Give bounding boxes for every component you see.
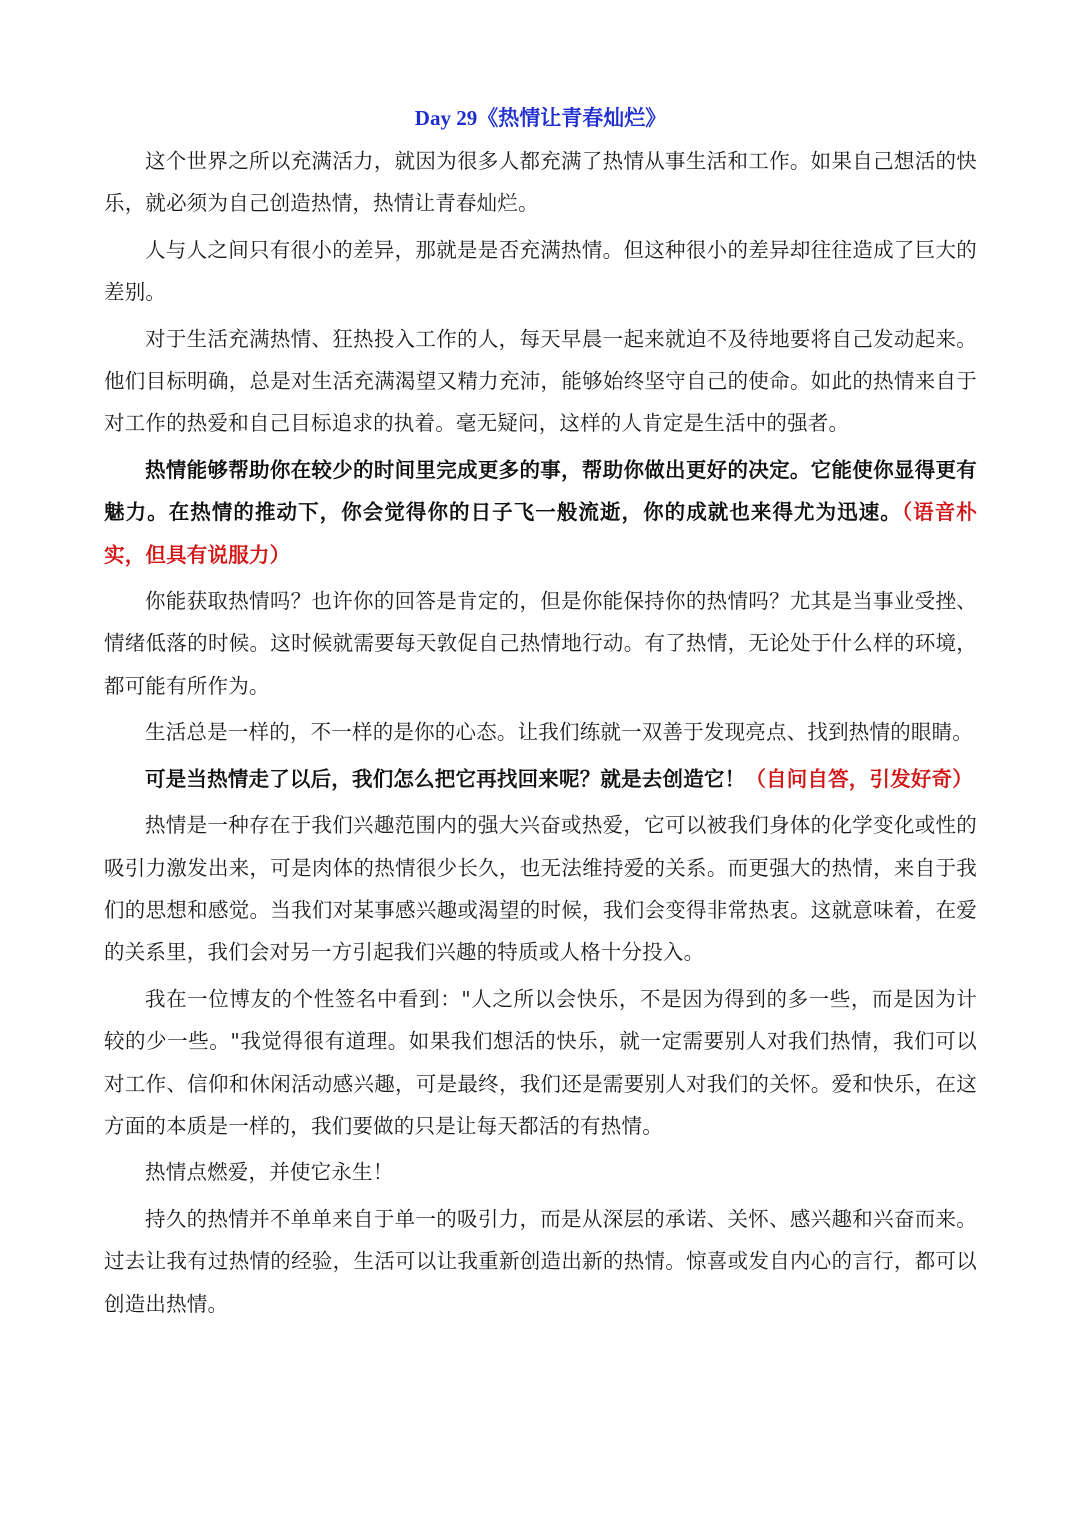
- paragraph-5: [104, 580, 977, 707]
- paragraph-text: 对于生活充满热情、狂热投入工作的人，每天早晨一起来就迫不及待地要将自己发动起来。他们目标明确，总是对生活充满渴望又精力充沛，能够始终坚守自己的使命。如此的热情来自于对工作的热爱和自己目标追求的执着。毫无疑问，这样的人肯定是生活中的强者。: [104, 326, 977, 436]
- paragraph-text: 你能获取热情吗？也许你的回答是肯定的，但是你能保持你的热情吗？尤其是当事业受挫、情绪低落的时候。这时候就需要每天敦促自己热情地行动。有了热情，无论处于什么样的环境，都可能有所作为。: [104, 589, 977, 698]
- paragraph-10: [104, 1151, 977, 1193]
- paragraph-6: [104, 711, 977, 753]
- paragraph-text: 我在一位博友的个性签名中看到："人之所以会快乐，不是因为得到的多一些，而是因为计较的少一些。"我觉得很有道理。如果我们想活的快乐，就一定需要别人对我们热情，我们可以对工作、信仰和休闲活动感兴趣，可是最终，我们还是需要别人对我们的关怀。爱和快乐，在这方面的本质是一样的，我们要做的只是让每天都活的有热情。: [104, 986, 977, 1138]
- document-page: [104, 98, 977, 1329]
- paragraph-1: [104, 140, 977, 225]
- paragraph-text: 热情点燃爱，并使它永生！: [145, 1160, 394, 1185]
- paragraph-text: 持久的热情并不单单来自于单一的吸引力，而是从深层的承诺、关怀、感兴趣和兴奋而来。过去让我有过热情的经验，生活可以让我重新创造出新的热情。惊喜或发自内心的言行，都可以创造出热情。: [104, 1206, 977, 1316]
- paragraph-text: 热情能够帮助你在较少的时间里完成更多的事，帮助你做出更好的决定。它能使你显得更有魅力。在热情的推动下，你会觉得你的日子飞一般流逝，你的成就也来得尤为迅速。: [104, 457, 977, 525]
- paragraph-4-emphasis: [104, 449, 977, 576]
- paragraph-7-emphasis: [104, 758, 977, 800]
- paragraph-text: 生活总是一样的，不一样的是你的心态。让我们练就一双善于发现亮点、找到热情的眼睛。: [145, 720, 973, 745]
- paragraph-text: 人与人之间只有很小的差异，那就是是否充满热情。但这种很小的差异却往往造成了巨大的差别。: [104, 237, 977, 305]
- paragraph-8: [104, 804, 977, 974]
- paragraph-11: [104, 1198, 977, 1325]
- document-title: Day 29《热情让青春灿烂》: [414, 106, 667, 130]
- paragraph-text: 热情是一种存在于我们兴趣范围内的强大兴奋或热爱，它可以被我们身体的化学变化或性的吸引力激发出来，可是肉体的热情很少长久，也无法维持爱的关系。而更强大的热情，来自于我们的思想和感觉。当我们对某事感兴趣或渴望的时候，我们会变得非常热衷。这就意味着，在爱的关系里，我们会对另一方引起我们兴趣的特质或人格十分投入。: [104, 813, 977, 965]
- annotation-note: （语音朴实，但具有说服力）: [104, 500, 977, 567]
- paragraph-text: 这个世界之所以充满活力，就因为很多人都充满了热情从事生活和工作。如果自己想活的快乐，就必须为自己创造热情，热情让青春灿烂。: [104, 149, 977, 216]
- paragraph-9: [104, 978, 977, 1148]
- paragraph-text: 可是当热情走了以后，我们怎么把它再找回来呢？就是去创造它！: [145, 766, 746, 791]
- paragraph-3: [104, 318, 977, 445]
- annotation-note: （自问自答，引发好奇）: [745, 766, 974, 791]
- paragraph-2: [104, 229, 977, 314]
